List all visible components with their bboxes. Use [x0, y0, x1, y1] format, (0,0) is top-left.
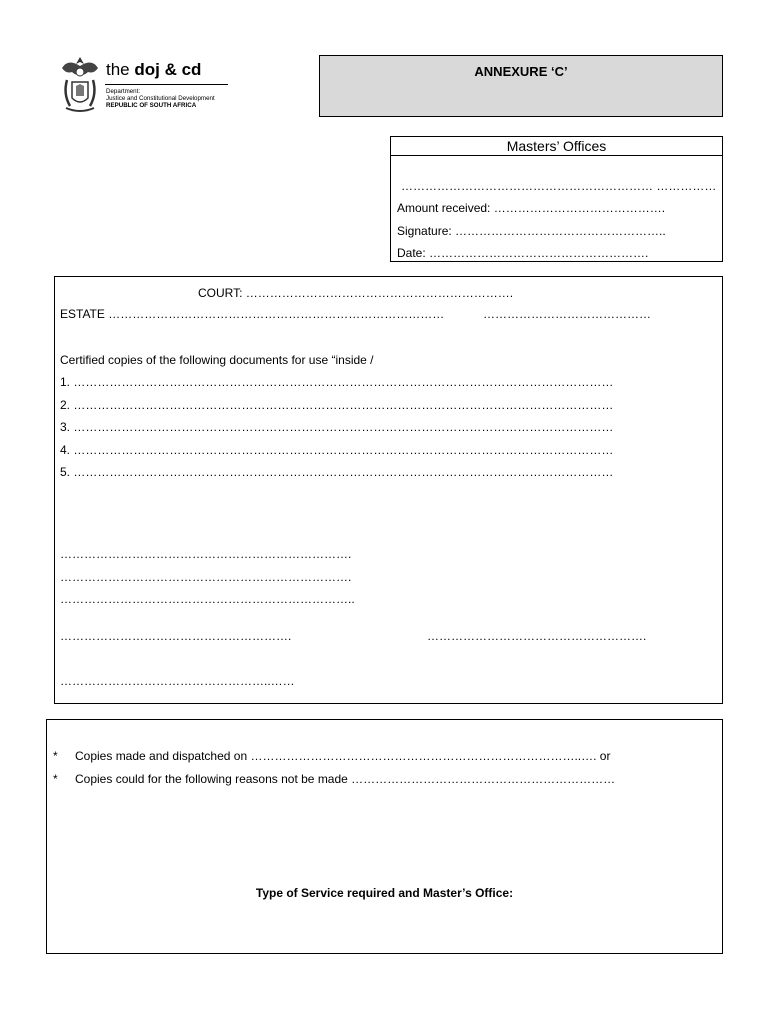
- bullet-marker: *: [53, 749, 58, 763]
- signature-field[interactable]: Signature: ……………………………………………..: [397, 224, 666, 238]
- copies-not-made-line[interactable]: Copies could for the following reasons not be made …………………………………………………………: [75, 772, 616, 786]
- document-line-3[interactable]: 3. ………………………………………………………………………………………………………………………: [60, 420, 614, 434]
- applicant-line-1[interactable]: ……………………………………………………………….: [60, 547, 352, 561]
- court-field[interactable]: COURT: ………………………………………………………….: [198, 286, 514, 300]
- applicant-line-3[interactable]: ………………………………………………………………..: [60, 592, 355, 606]
- logo-country: REPUBLIC OF SOUTH AFRICA: [106, 102, 197, 109]
- document-line-1[interactable]: 1. ………………………………………………………………………………………………………………………: [60, 375, 614, 389]
- document-line-2[interactable]: 2. ………………………………………………………………………………………………………………………: [60, 398, 614, 412]
- logo-dept-name: Justice and Constitutional Development: [106, 95, 215, 102]
- doj-cd-logo: [58, 54, 248, 120]
- estate-number-field[interactable]: ……………………………………: [483, 307, 651, 321]
- request-form-box: [54, 276, 723, 704]
- signature-line-right[interactable]: ……………………………………………….: [427, 629, 647, 643]
- bullet-marker: *: [53, 772, 58, 786]
- copies-status-box: [46, 719, 723, 954]
- masters-offices-title: Masters’ Offices: [391, 137, 722, 156]
- logo-dept-label: Department:: [106, 88, 141, 95]
- document-line-5[interactable]: 5. ………………………………………………………………………………………………………………………: [60, 465, 614, 479]
- signature-line-left[interactable]: ………………………………………………….: [60, 629, 292, 643]
- masters-offices-box: [390, 136, 723, 262]
- service-type-heading: Type of Service required and Master’s Office:: [255, 886, 514, 900]
- applicant-line-2[interactable]: ……………………………………………………………….: [60, 570, 352, 584]
- copies-made-line[interactable]: Copies made and dispatched on ………………………………………………………………………..…. or: [75, 749, 611, 763]
- estate-field[interactable]: ESTATE …………………………………………………………………………: [60, 307, 445, 321]
- document-line-4[interactable]: 4. ………………………………………………………………………………………………………………………: [60, 443, 614, 457]
- annexure-title: ANNEXURE ‘C’: [474, 64, 568, 79]
- certified-copies-text: Certified copies of the following documents for use “inside /: [60, 353, 374, 367]
- final-line[interactable]: ……………………………………………..……: [60, 674, 295, 688]
- logo-brand-text: doj & cd: [134, 60, 202, 79]
- masters-blank-line[interactable]: ……………………………………………………… ……………: [401, 179, 717, 193]
- logo-divider: [105, 84, 228, 85]
- coat-of-arms-icon: [58, 54, 102, 118]
- logo-the-text: the: [106, 60, 130, 79]
- date-field[interactable]: Date: ……………………………………………….: [397, 246, 649, 260]
- annexure-header: [319, 55, 723, 117]
- amount-received-field[interactable]: Amount received: …………………………………….: [397, 201, 666, 215]
